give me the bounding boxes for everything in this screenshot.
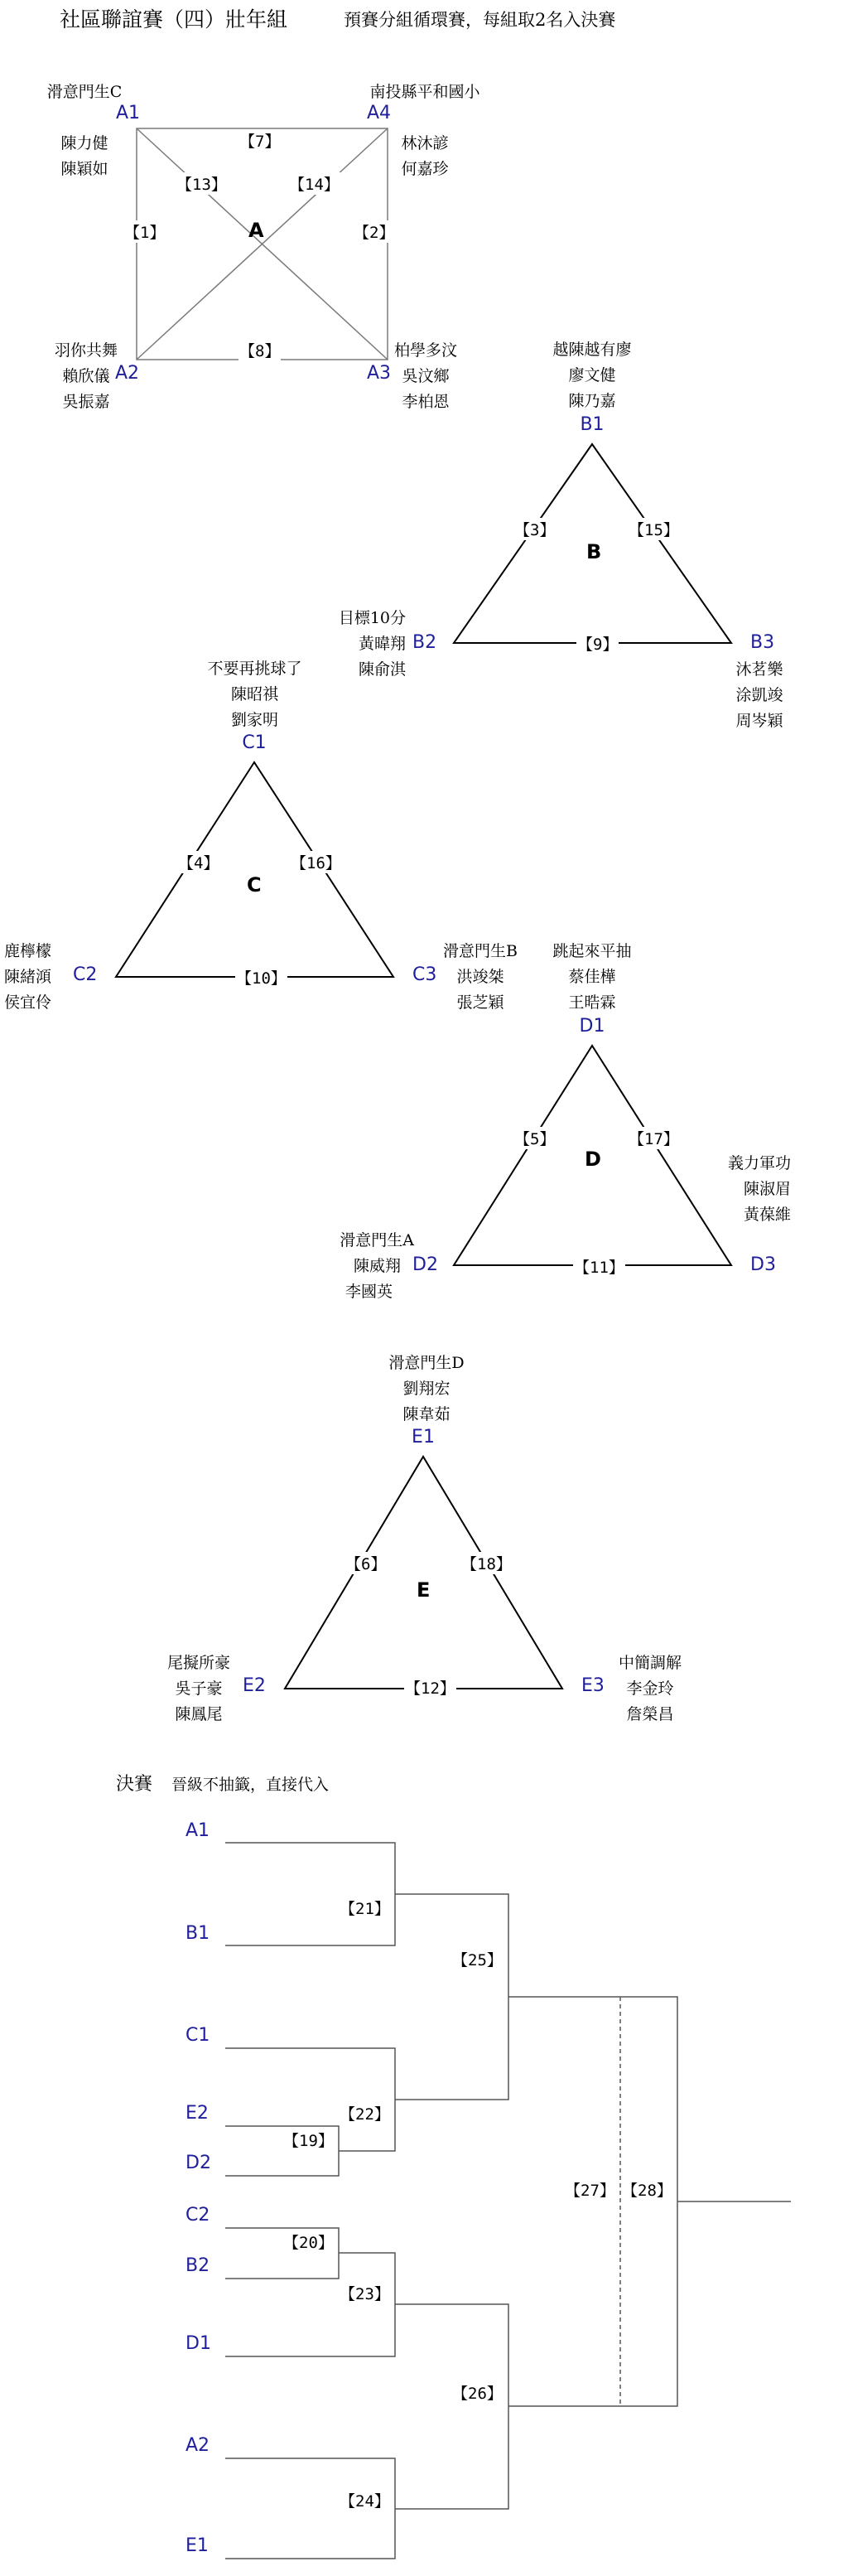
finals-note: 晉級不抽籤，直接代入 xyxy=(171,1776,330,1794)
player: 李柏恩 xyxy=(402,393,450,411)
seed-a2: A2 xyxy=(115,363,140,384)
finals-match-21: 【21】 xyxy=(340,1900,390,1918)
seed-a4: A4 xyxy=(367,103,392,123)
seed-d1: D1 xyxy=(579,1016,605,1037)
team-a1 xyxy=(35,80,134,182)
team-b2 xyxy=(315,606,406,683)
player: 賴欣儀 xyxy=(62,367,110,385)
team-name: 滑意門生B xyxy=(443,942,518,960)
seed-c3: C3 xyxy=(412,964,437,985)
finals-match-22: 【22】 xyxy=(340,2105,390,2124)
team-name: 羽你共舞 xyxy=(54,341,118,360)
finals-slot-a2: A2 xyxy=(186,2435,210,2456)
group-a-square xyxy=(137,128,388,360)
finals-slot-d2: D2 xyxy=(186,2153,211,2173)
finals-match-28: 【28】 xyxy=(621,2178,673,2201)
team-name: 越陳越有廖 xyxy=(552,341,632,359)
seed-e3: E3 xyxy=(581,1675,605,1696)
team-d2 xyxy=(306,1228,414,1305)
team-name: 跳起來平抽 xyxy=(552,942,632,960)
group-d-label: D xyxy=(585,1148,601,1171)
seed-c2: C2 xyxy=(73,964,98,985)
match-b-bottom: 【9】 xyxy=(576,632,619,655)
player: 王晧霖 xyxy=(568,993,616,1012)
player: 周岑穎 xyxy=(735,712,783,730)
player: 黃葆維 xyxy=(743,1206,791,1224)
team-c1 xyxy=(182,656,327,733)
page-title: 社區聯誼賽（四）壯年組 xyxy=(60,7,288,31)
finals-match-27: 【27】 xyxy=(565,2182,615,2200)
match-e-right: 【18】 xyxy=(460,1552,513,1574)
seed-a3: A3 xyxy=(367,363,392,384)
seed-e1: E1 xyxy=(412,1427,435,1447)
team-a3 xyxy=(384,338,467,415)
player: 何嘉珍 xyxy=(401,160,449,178)
player: 李國英 xyxy=(344,1283,393,1301)
match-d-right: 【17】 xyxy=(628,1127,680,1149)
player: 吳子豪 xyxy=(175,1679,223,1698)
page-subtitle: 預賽分組循環賽，每組取2名入決賽 xyxy=(344,10,616,30)
match-a-top: 【7】 xyxy=(238,129,281,152)
match-a-right: 【2】 xyxy=(353,220,395,243)
team-name: 義力軍功 xyxy=(727,1154,791,1172)
match-e-bottom: 【12】 xyxy=(404,1676,456,1699)
group-e-label: E xyxy=(417,1578,431,1602)
team-c3 xyxy=(435,939,526,1016)
finals-slot-b2: B2 xyxy=(186,2255,210,2276)
seed-b1: B1 xyxy=(580,414,605,435)
group-b-label: B xyxy=(586,540,602,563)
team-name: 沐茗樂 xyxy=(735,660,783,679)
team-e2 xyxy=(149,1650,248,1728)
match-b-right: 【15】 xyxy=(628,518,680,540)
player: 陳淑眉 xyxy=(743,1180,791,1198)
seed-d2: D2 xyxy=(412,1254,438,1275)
finals-match-20: 【20】 xyxy=(283,2234,334,2252)
finals-title: 決賽 xyxy=(116,1774,153,1795)
seed-e2: E2 xyxy=(243,1675,266,1696)
team-name: 中簡調解 xyxy=(618,1654,682,1672)
team-name: 柏學多汶 xyxy=(393,341,457,360)
player: 張芝穎 xyxy=(456,993,504,1012)
seed-b2: B2 xyxy=(412,632,437,653)
player: 陳力健 xyxy=(60,134,108,152)
finals-match-24: 【24】 xyxy=(340,2492,390,2511)
player: 詹榮昌 xyxy=(626,1705,674,1723)
player: 黃暐翔 xyxy=(358,635,406,653)
match-e-left: 【6】 xyxy=(344,1552,387,1574)
team-e3 xyxy=(609,1650,691,1728)
team-b3 xyxy=(722,657,797,734)
team-c2 xyxy=(4,939,70,1016)
player: 劉家明 xyxy=(230,711,278,729)
finals-slot-c1: C1 xyxy=(186,2025,210,2046)
player: 洪竣桀 xyxy=(456,968,504,986)
team-name: 鹿檸檬 xyxy=(4,942,52,960)
match-c-bottom: 【10】 xyxy=(235,966,287,988)
team-name: 目標10分 xyxy=(338,609,406,627)
finals-slot-c2: C2 xyxy=(186,2205,210,2226)
finals-slot-b1: B1 xyxy=(186,1923,210,1944)
team-b1 xyxy=(530,337,654,414)
match-c-left: 【4】 xyxy=(177,851,219,873)
team-name: 南投縣平和國小 xyxy=(369,83,480,101)
finals-slot-e1: E1 xyxy=(186,2535,209,2556)
match-d-left: 【5】 xyxy=(513,1127,556,1149)
player: 吳汶鄉 xyxy=(402,367,450,385)
team-e1 xyxy=(364,1351,489,1428)
match-c-right: 【16】 xyxy=(290,851,342,873)
player: 侯宜伶 xyxy=(4,993,52,1012)
seed-a1: A1 xyxy=(116,103,141,123)
finals-match-26: 【26】 xyxy=(452,2385,503,2403)
player: 陳俞淇 xyxy=(358,660,406,679)
match-a-bottom: 【8】 xyxy=(238,339,281,361)
player: 蔡佳樺 xyxy=(568,968,616,986)
player: 李金玲 xyxy=(626,1679,674,1698)
player: 陳韋茹 xyxy=(402,1405,450,1423)
team-name: 滑意門生C xyxy=(46,83,123,101)
match-a-diag-left: 【13】 xyxy=(176,172,228,195)
group-c-triangle xyxy=(116,762,393,977)
seed-b3: B3 xyxy=(750,632,775,653)
player: 林沐諺 xyxy=(401,134,449,152)
match-b-left: 【3】 xyxy=(513,518,556,540)
group-e-triangle xyxy=(285,1457,562,1689)
player: 陳緒澒 xyxy=(4,968,52,986)
finals-match-19: 【19】 xyxy=(283,2132,334,2150)
team-name: 不要再挑球了 xyxy=(207,660,302,678)
finals-slot-d1: D1 xyxy=(186,2333,211,2354)
finals-slot-a1: A1 xyxy=(186,1820,210,1841)
match-a-diag-right: 【14】 xyxy=(288,172,340,195)
match-a-left: 【1】 xyxy=(123,220,166,243)
player: 陳穎如 xyxy=(60,160,108,178)
team-d1 xyxy=(530,939,654,1016)
player: 陳威翔 xyxy=(353,1257,401,1275)
player: 吳振嘉 xyxy=(62,393,110,411)
finals-match-25: 【25】 xyxy=(452,1951,503,1969)
seed-d3: D3 xyxy=(750,1254,776,1275)
finals-bracket xyxy=(225,1843,791,2559)
team-name: 尾擬所豪 xyxy=(166,1654,230,1672)
group-c-label: C xyxy=(247,873,262,897)
player: 陳昭祺 xyxy=(230,685,278,703)
player: 陳鳳尾 xyxy=(175,1705,223,1723)
player: 廖文健 xyxy=(568,366,616,384)
seed-c1: C1 xyxy=(242,732,267,753)
match-d-bottom: 【11】 xyxy=(573,1255,625,1278)
team-name: 滑意門生A xyxy=(340,1231,414,1249)
group-a-label: A xyxy=(248,219,264,242)
team-d3 xyxy=(704,1151,791,1228)
finals-slot-e2: E2 xyxy=(186,2103,209,2124)
player: 陳乃嘉 xyxy=(568,392,616,410)
player: 劉翔宏 xyxy=(402,1380,450,1398)
team-name: 滑意門生D xyxy=(388,1354,465,1372)
team-a4 xyxy=(354,80,495,182)
finals-match-23: 【23】 xyxy=(340,2285,390,2303)
player: 涂凱竣 xyxy=(735,686,783,704)
